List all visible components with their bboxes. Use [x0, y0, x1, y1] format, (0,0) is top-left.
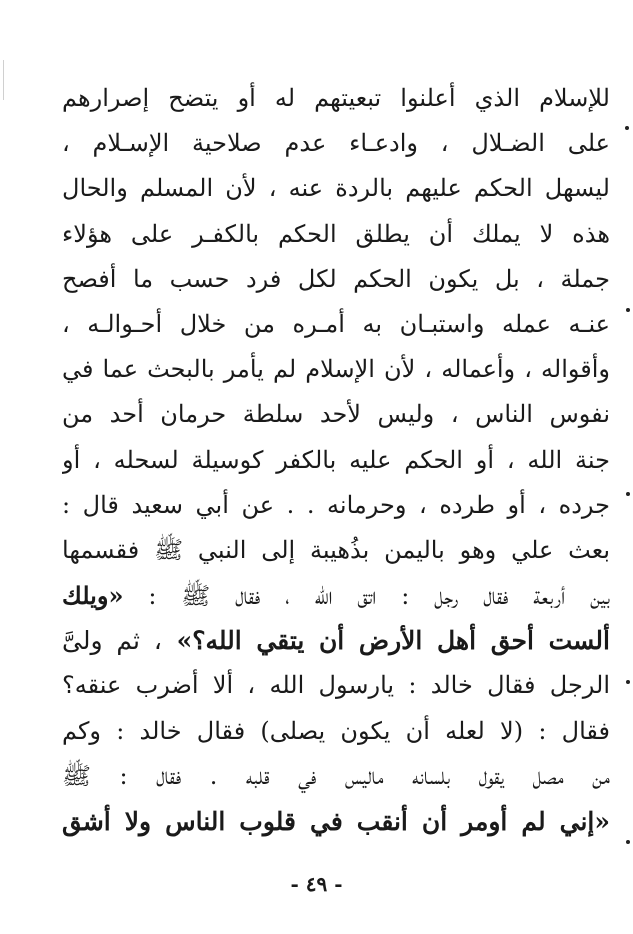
page-number: - ٤٩ - [290, 872, 343, 896]
text-line: هذه لا يملك أن يطلق الحكم بالكفـر على هؤلاء [62, 219, 610, 248]
text-line: الرجل فقال خالد : يارسول الله ، ألا أضرب عنقه؟ [62, 671, 610, 700]
text-line-hadith: «إني لم أومر أن أنقب في قلوب الناس ولا أشق [62, 807, 610, 836]
text-line: نفوس الناس ، وليس لأحد سلطة حرمان أحد من [62, 400, 610, 429]
margin-dot [626, 680, 630, 684]
plain-segment: بين أربعة فقال رجل : اتق الله ، فقال ﷺ : [123, 582, 610, 611]
text-line [62, 573, 610, 618]
text-line: جنة الله ، أو الحكم عليه بالكفر كوسيلة لسحله ، أو [62, 445, 610, 474]
text-line: ليسهل الحكم عليهم بالردة عنه ، لأن المسلم والحال [62, 174, 610, 203]
margin-dot [626, 308, 630, 312]
text-line: جملة ، بل يكون الحكم لكل فرد حسب ما أفصح [62, 264, 610, 293]
margin-dot [625, 126, 629, 130]
text-line: وأقواله ، وأعماله ، لأن الإسلام لم يأمر بالبحث عما في [62, 355, 610, 384]
text-line: فقال : (لا لعله أن يكون يصلى) فقال خالد : وكم [62, 716, 610, 745]
margin-dot [626, 840, 630, 844]
left-edge-mark [3, 60, 4, 100]
text-line: جرده ، أو طرده ، وحرمانه . . عن أبي سعيد قال : [62, 490, 610, 519]
text-line: من مصل يقول بلسانه ماليس في قلبه . فقال : ﷺ [62, 761, 610, 790]
bold-segment: ألست أحق أهل الأرض أن يتقي الله؟» [161, 626, 610, 656]
bold-segment: «ويلك [62, 581, 124, 611]
text-line: عنـه عمله واستبـان به أمـره من خلال أحـوالـه ، [62, 309, 610, 338]
text-line-hadith [62, 618, 610, 663]
text-line: على الضـلال ، وادعـاء عدم صلاحية الإسـلام ، [62, 129, 610, 158]
text-line: بعث علي وهو باليمن بذُهيبة إلى النبي ﷺ فقسمها [62, 535, 610, 564]
margin-dot [626, 492, 630, 496]
text-line: للإسلام الذي أعلنوا تبعيتهم له أو يتضح إصرارهم [62, 84, 610, 112]
plain-segment: ، ثم ولىَّ [62, 626, 162, 656]
body-text [62, 76, 610, 844]
